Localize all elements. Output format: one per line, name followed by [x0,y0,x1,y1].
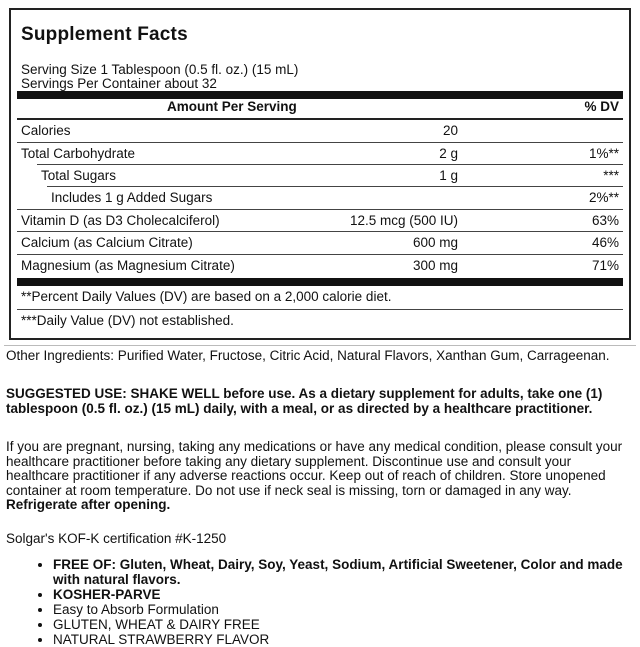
nutrient-dv: *** [603,168,619,183]
other-ingredients: Other Ingredients: Purified Water, Fructose, Citric Acid, Natural Flavors, Xanthan Gum, Carrageenan. [6,348,610,363]
nutrient-amount: 1 g [439,168,458,183]
nutrient-row-added-sugars [17,187,623,209]
nutrient-amount: 20 [442,123,458,138]
suggested-use: SUGGESTED USE: SHAKE WELL before use. As a dietary supplement for adults, take one (1) tablespoon (0.5 fl. oz.) (15 mL) daily, with a meal, or as directed by a healthcare practitioner. [6,386,603,416]
nutrient-dv: 2%** [588,190,619,205]
nutrient-name: Magnesium (as Magnesium Citrate) [21,258,235,273]
nutrient-dv: 46% [591,235,619,250]
panel-title: Supplement Facts [21,24,188,45]
footnote-divider [17,309,623,310]
warning-text [6,440,634,513]
nutrient-row-carbohydrate [17,143,623,165]
nutrient-dv: 63% [591,213,619,228]
nutrient-name: Calcium (as Calcium Citrate) [21,235,193,250]
feature-kosher: • KOSHER-PARVE [53,587,633,602]
nutrient-row-calcium [17,232,623,254]
nutrient-row-vitamin-d [17,210,623,232]
nutrient-row-calories [17,120,623,142]
amount-header: Amount Per Serving [167,99,297,114]
nutrient-name: Calories [21,123,71,138]
nutrient-row-magnesium [17,255,623,277]
warning-body: If you are pregnant, nursing, taking any medications or have any medical condition, please consult your healthcare practitioner before taking any dietary supplement. Discontinue use and consult your healthcare practitioner if any adverse reactions occur. Keep out of reach of children. Store unopened container at room temperature. Do not use if neck seal is missing, torn or damaged in any way. [6,439,623,498]
nutrient-dv: 71% [591,258,619,273]
nutrient-name: Total Carbohydrate [21,146,136,161]
feature-list [6,557,633,647]
serving-size: Serving Size 1 Tablespoon (0.5 fl. oz.) (15 mL) [21,62,299,77]
footnote-dv: **Percent Daily Values (DV) are based on a 2,000 calorie diet. [21,289,392,304]
nutrient-name: Total Sugars [41,168,117,183]
section-divider [4,345,636,346]
nutrient-amount: 2 g [439,146,458,161]
supplement-facts-panel [9,8,631,340]
nutrient-dv: 1%** [588,146,619,161]
nutrient-name: Vitamin D (as D3 Cholecalciferol) [21,213,220,228]
footnote-not-established: ***Daily Value (DV) not established. [21,313,234,328]
nutrient-amount: 600 mg [412,235,458,250]
feature-flavor: • NATURAL STRAWBERRY FLAVOR [53,632,633,647]
servings-per-container: Servings Per Container about 32 [21,76,217,91]
dv-header: % DV [584,99,619,114]
certification: Solgar's KOF-K certification #K-1250 [6,531,227,546]
nutrient-name: Includes 1 g Added Sugars [51,190,213,205]
feature-absorb: • Easy to Absorb Formulation [53,602,633,617]
refrigerate-note: Refrigerate after opening. [6,497,171,512]
feature-gluten-free: • GLUTEN, WHEAT & DAIRY FREE [53,617,633,632]
nutrient-amount: 12.5 mcg (500 IU) [349,213,458,228]
nutrient-amount: 300 mg [412,258,458,273]
nutrient-row-sugars [17,165,623,187]
feature-free-of: • FREE OF: Gluten, Wheat, Dairy, Soy, Yeast, Sodium, Artificial Sweetener, Color and made with natural flavors. [53,557,633,587]
thick-divider [17,278,623,286]
table-header [17,97,623,117]
